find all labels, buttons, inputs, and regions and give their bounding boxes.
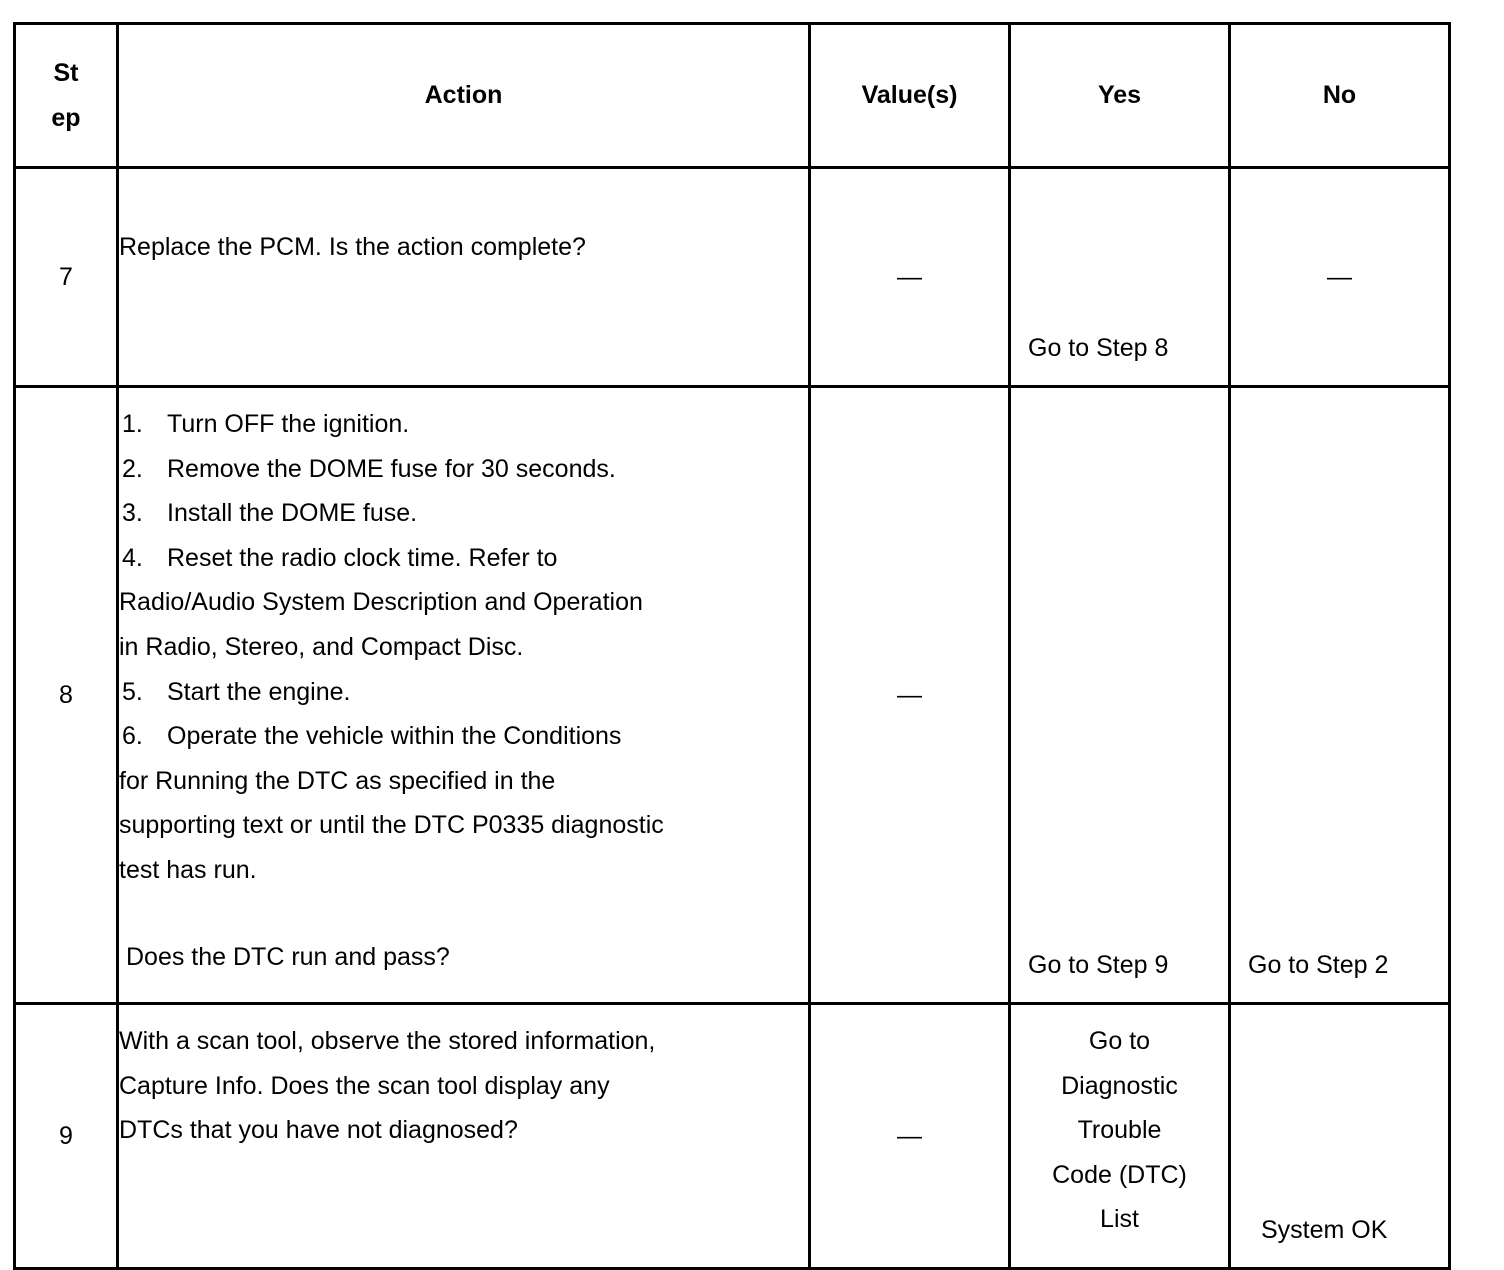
header-no: No xyxy=(1230,24,1450,168)
step-number: 7 xyxy=(15,168,118,387)
yes-line: Trouble xyxy=(1077,1116,1162,1145)
list-item-continuation: for Running the DTC as specified in the xyxy=(119,766,556,795)
action-text: Replace the PCM. Is the action complete? xyxy=(118,168,810,387)
action-line: DTCs that you have not diagnosed? xyxy=(119,1116,518,1145)
value-cell: — xyxy=(810,387,1010,1004)
yes-line: Diagnostic xyxy=(1061,1071,1178,1100)
no-cell: — xyxy=(1230,168,1450,387)
list-item: 5. Start the engine. xyxy=(122,677,351,706)
step-number: 8 xyxy=(15,387,118,1004)
header-step xyxy=(15,24,118,168)
yes-link-text: Go to Step 8 xyxy=(1028,334,1169,363)
list-item-continuation: test has run. xyxy=(119,855,257,884)
header-yes: Yes xyxy=(1010,24,1230,168)
action-line: With a scan tool, observe the stored information, xyxy=(119,1027,656,1055)
list-item: 2. Remove the DOME fuse for 30 seconds. xyxy=(122,454,616,483)
header-step-line1: St xyxy=(53,58,79,87)
yes-cell xyxy=(1010,1004,1230,1269)
action-line: Capture Info. Does the scan tool display any xyxy=(119,1071,610,1100)
list-item: 4. Reset the radio clock time. Refer to xyxy=(122,543,558,572)
yes-line: Go to xyxy=(1088,1027,1151,1055)
table-row-step-7 xyxy=(15,168,1450,387)
no-link-text: Go to Step 2 xyxy=(1248,951,1389,980)
header-row xyxy=(15,24,1450,168)
value-cell: — xyxy=(810,168,1010,387)
no-result-text: System OK xyxy=(1261,1216,1388,1245)
no-cell xyxy=(1230,387,1450,1004)
diagnostic-table xyxy=(13,22,1451,1270)
action-text xyxy=(118,1004,810,1269)
table-row-step-9 xyxy=(15,1004,1450,1269)
list-item: 3. Install the DOME fuse. xyxy=(122,499,418,528)
yes-line: List xyxy=(1100,1205,1139,1234)
yes-cell xyxy=(1010,168,1230,387)
list-item-continuation: supporting text or until the DTC P0335 diagnostic xyxy=(119,811,664,840)
header-values: Value(s) xyxy=(810,24,1010,168)
yes-cell xyxy=(1010,387,1230,1004)
yes-link-text: Go to Step 9 xyxy=(1028,951,1169,980)
list-item-continuation: in Radio, Stereo, and Compact Disc. xyxy=(119,632,524,661)
value-cell: — xyxy=(810,1004,1010,1269)
question-text: Does the DTC run and pass? xyxy=(126,942,450,971)
yes-line: Code (DTC) xyxy=(1052,1160,1187,1189)
list-item: 1. Turn OFF the ignition. xyxy=(122,410,410,438)
header-step-line2: ep xyxy=(51,103,81,132)
list-item: 6. Operate the vehicle within the Conditions xyxy=(122,722,622,751)
no-cell xyxy=(1230,1004,1450,1269)
list-item-continuation: Radio/Audio System Description and Operation xyxy=(119,588,643,617)
step-number: 9 xyxy=(15,1004,118,1269)
table-row-step-8 xyxy=(15,387,1450,1004)
header-action: Action xyxy=(118,24,810,168)
action-list xyxy=(118,387,810,1004)
